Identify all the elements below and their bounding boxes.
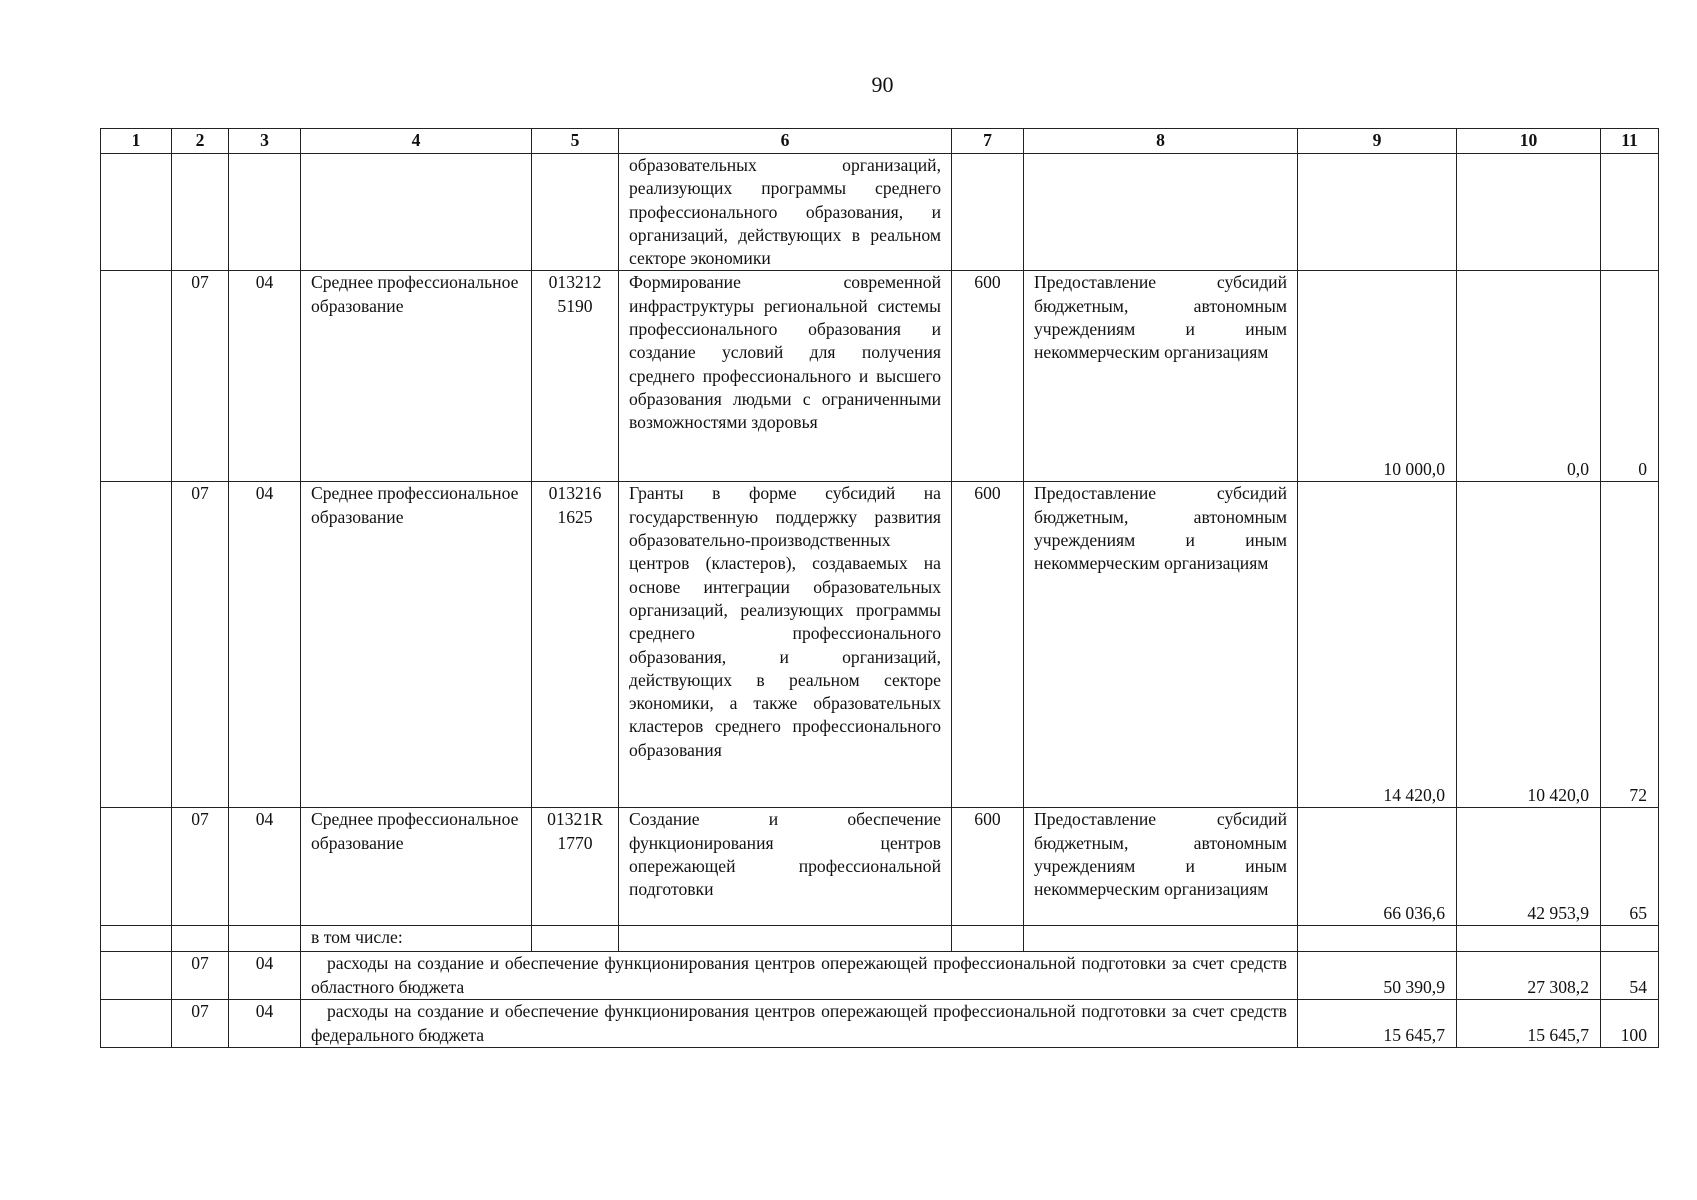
executed-amount: 42 953,9 [1457,808,1601,926]
planned-amount: 15 645,7 [1298,1000,1457,1048]
table-row [101,1000,1659,1048]
table-cell [229,154,301,271]
code-line-1: 013212 [548,272,602,293]
table-cell [101,808,172,926]
measure-description: Формирование современной инфраструктуры региональной системы профессионального образования и создание условий для получения среднего профессионального и высшего образования людьми с ограниченными возможностями здоровья [619,271,952,482]
sub-expense-description: расходы на создание и обеспечение функционирования центров опережающей профессиональной подготовки за счет средств федерального бюджета [301,1000,1298,1048]
execution-percent: 65 [1601,808,1659,926]
table-cell [952,926,1024,952]
header-cell: 11 [1601,129,1659,154]
header-cell: 3 [229,129,301,154]
code-line-2: 1770 [557,832,593,853]
expense-type-name: Предоставление субсидий бюджетным, автономным учреждениям и иным некоммерческим организациям [1024,482,1298,808]
table-cell [952,154,1024,271]
section-code: 07 [172,808,229,926]
expense-type-code: 600 [952,808,1024,926]
table-cell [301,154,532,271]
subsection-code: 04 [229,952,301,1000]
code-line-1: 013216 [548,483,602,504]
table-cell [101,154,172,271]
table-cell [532,154,619,271]
planned-amount: 50 390,9 [1298,952,1457,1000]
table-header-row [101,129,1659,154]
table-row [101,808,1659,926]
planned-amount: 10 000,0 [1298,271,1457,482]
subsection-code: 04 [229,808,301,926]
header-cell: 7 [952,129,1024,154]
measure-description: Гранты в форме субсидий на государственную поддержку развития образовательно-производственных центров (кластеров), создаваемых на основе интеграции образовательных организаций, реализующих программы среднего профессионального образования, и организаций, действующих в реальном секторе экономики, а также образовательных кластеров среднего профессионального образования [619,482,952,808]
subsection-code: 04 [229,1000,301,1048]
target-article-code [532,271,619,482]
measure-description: Создание и обеспечение функционирования центров опережающей профессиональной подготовки [619,808,952,926]
table-row [101,482,1659,808]
table-cell [619,926,952,952]
table-cell [1024,926,1298,952]
execution-percent: 54 [1601,952,1659,1000]
execution-percent: 0 [1601,271,1659,482]
subsection-name: Среднее профессиональное образование [301,271,532,482]
expense-type-code: 600 [952,482,1024,808]
table-row [101,154,1659,271]
target-article-code [532,482,619,808]
table-cell [172,926,229,952]
code-line-2: 5190 [557,295,593,316]
table-cell [1601,926,1659,952]
sub-expense-description: расходы на создание и обеспечение функционирования центров опережающей профессиональной подготовки за счет средств областного бюджета [301,952,1298,1000]
executed-amount: 0,0 [1457,271,1601,482]
target-article-code [532,808,619,926]
planned-amount: 66 036,6 [1298,808,1457,926]
header-cell: 2 [172,129,229,154]
code-line-1: 01321R [547,809,603,830]
header-cell: 4 [301,129,532,154]
expense-type-code: 600 [952,271,1024,482]
subsection-code: 04 [229,482,301,808]
table-cell [229,926,301,952]
execution-percent: 72 [1601,482,1659,808]
measure-description: образовательных организаций, реализующих программы среднего профессионального образования, и организаций, действующих в реальном секторе экономики [619,154,952,271]
expense-type-name: Предоставление субсидий бюджетным, автономным учреждениям и иным некоммерческим организациям [1024,808,1298,926]
executed-amount: 27 308,2 [1457,952,1601,1000]
table-row [101,271,1659,482]
table-cell [1024,154,1298,271]
budget-table [100,128,1659,1048]
section-code: 07 [172,482,229,808]
planned-amount: 14 420,0 [1298,482,1457,808]
section-code: 07 [172,271,229,482]
header-cell: 1 [101,129,172,154]
subsection-code: 04 [229,271,301,482]
subsection-name: Среднее профессиональное образование [301,808,532,926]
table-cell [1298,154,1457,271]
section-code: 07 [172,1000,229,1048]
table-cell [1298,926,1457,952]
table-cell [101,952,172,1000]
execution-percent: 100 [1601,1000,1659,1048]
header-cell: 5 [532,129,619,154]
subsection-name: Среднее профессиональное образование [301,482,532,808]
table-cell [1457,926,1601,952]
expense-type-name: Предоставление субсидий бюджетным, автономным учреждениям и иным некоммерческим организациям [1024,271,1298,482]
section-code: 07 [172,952,229,1000]
table-cell [101,1000,172,1048]
table-cell [1601,154,1659,271]
header-cell: 8 [1024,129,1298,154]
table-cell [101,482,172,808]
including-label: в том числе: [301,926,532,952]
executed-amount: 15 645,7 [1457,1000,1601,1048]
code-line-2: 1625 [557,506,593,527]
table-cell [1457,154,1601,271]
table-cell [101,926,172,952]
header-cell: 10 [1457,129,1601,154]
header-cell: 6 [619,129,952,154]
header-cell: 9 [1298,129,1457,154]
page-number: 90 [871,72,894,97]
table-cell [172,154,229,271]
table-row [101,952,1659,1000]
executed-amount: 10 420,0 [1457,482,1601,808]
table-cell [101,271,172,482]
table-row [101,926,1659,952]
table-cell [532,926,619,952]
